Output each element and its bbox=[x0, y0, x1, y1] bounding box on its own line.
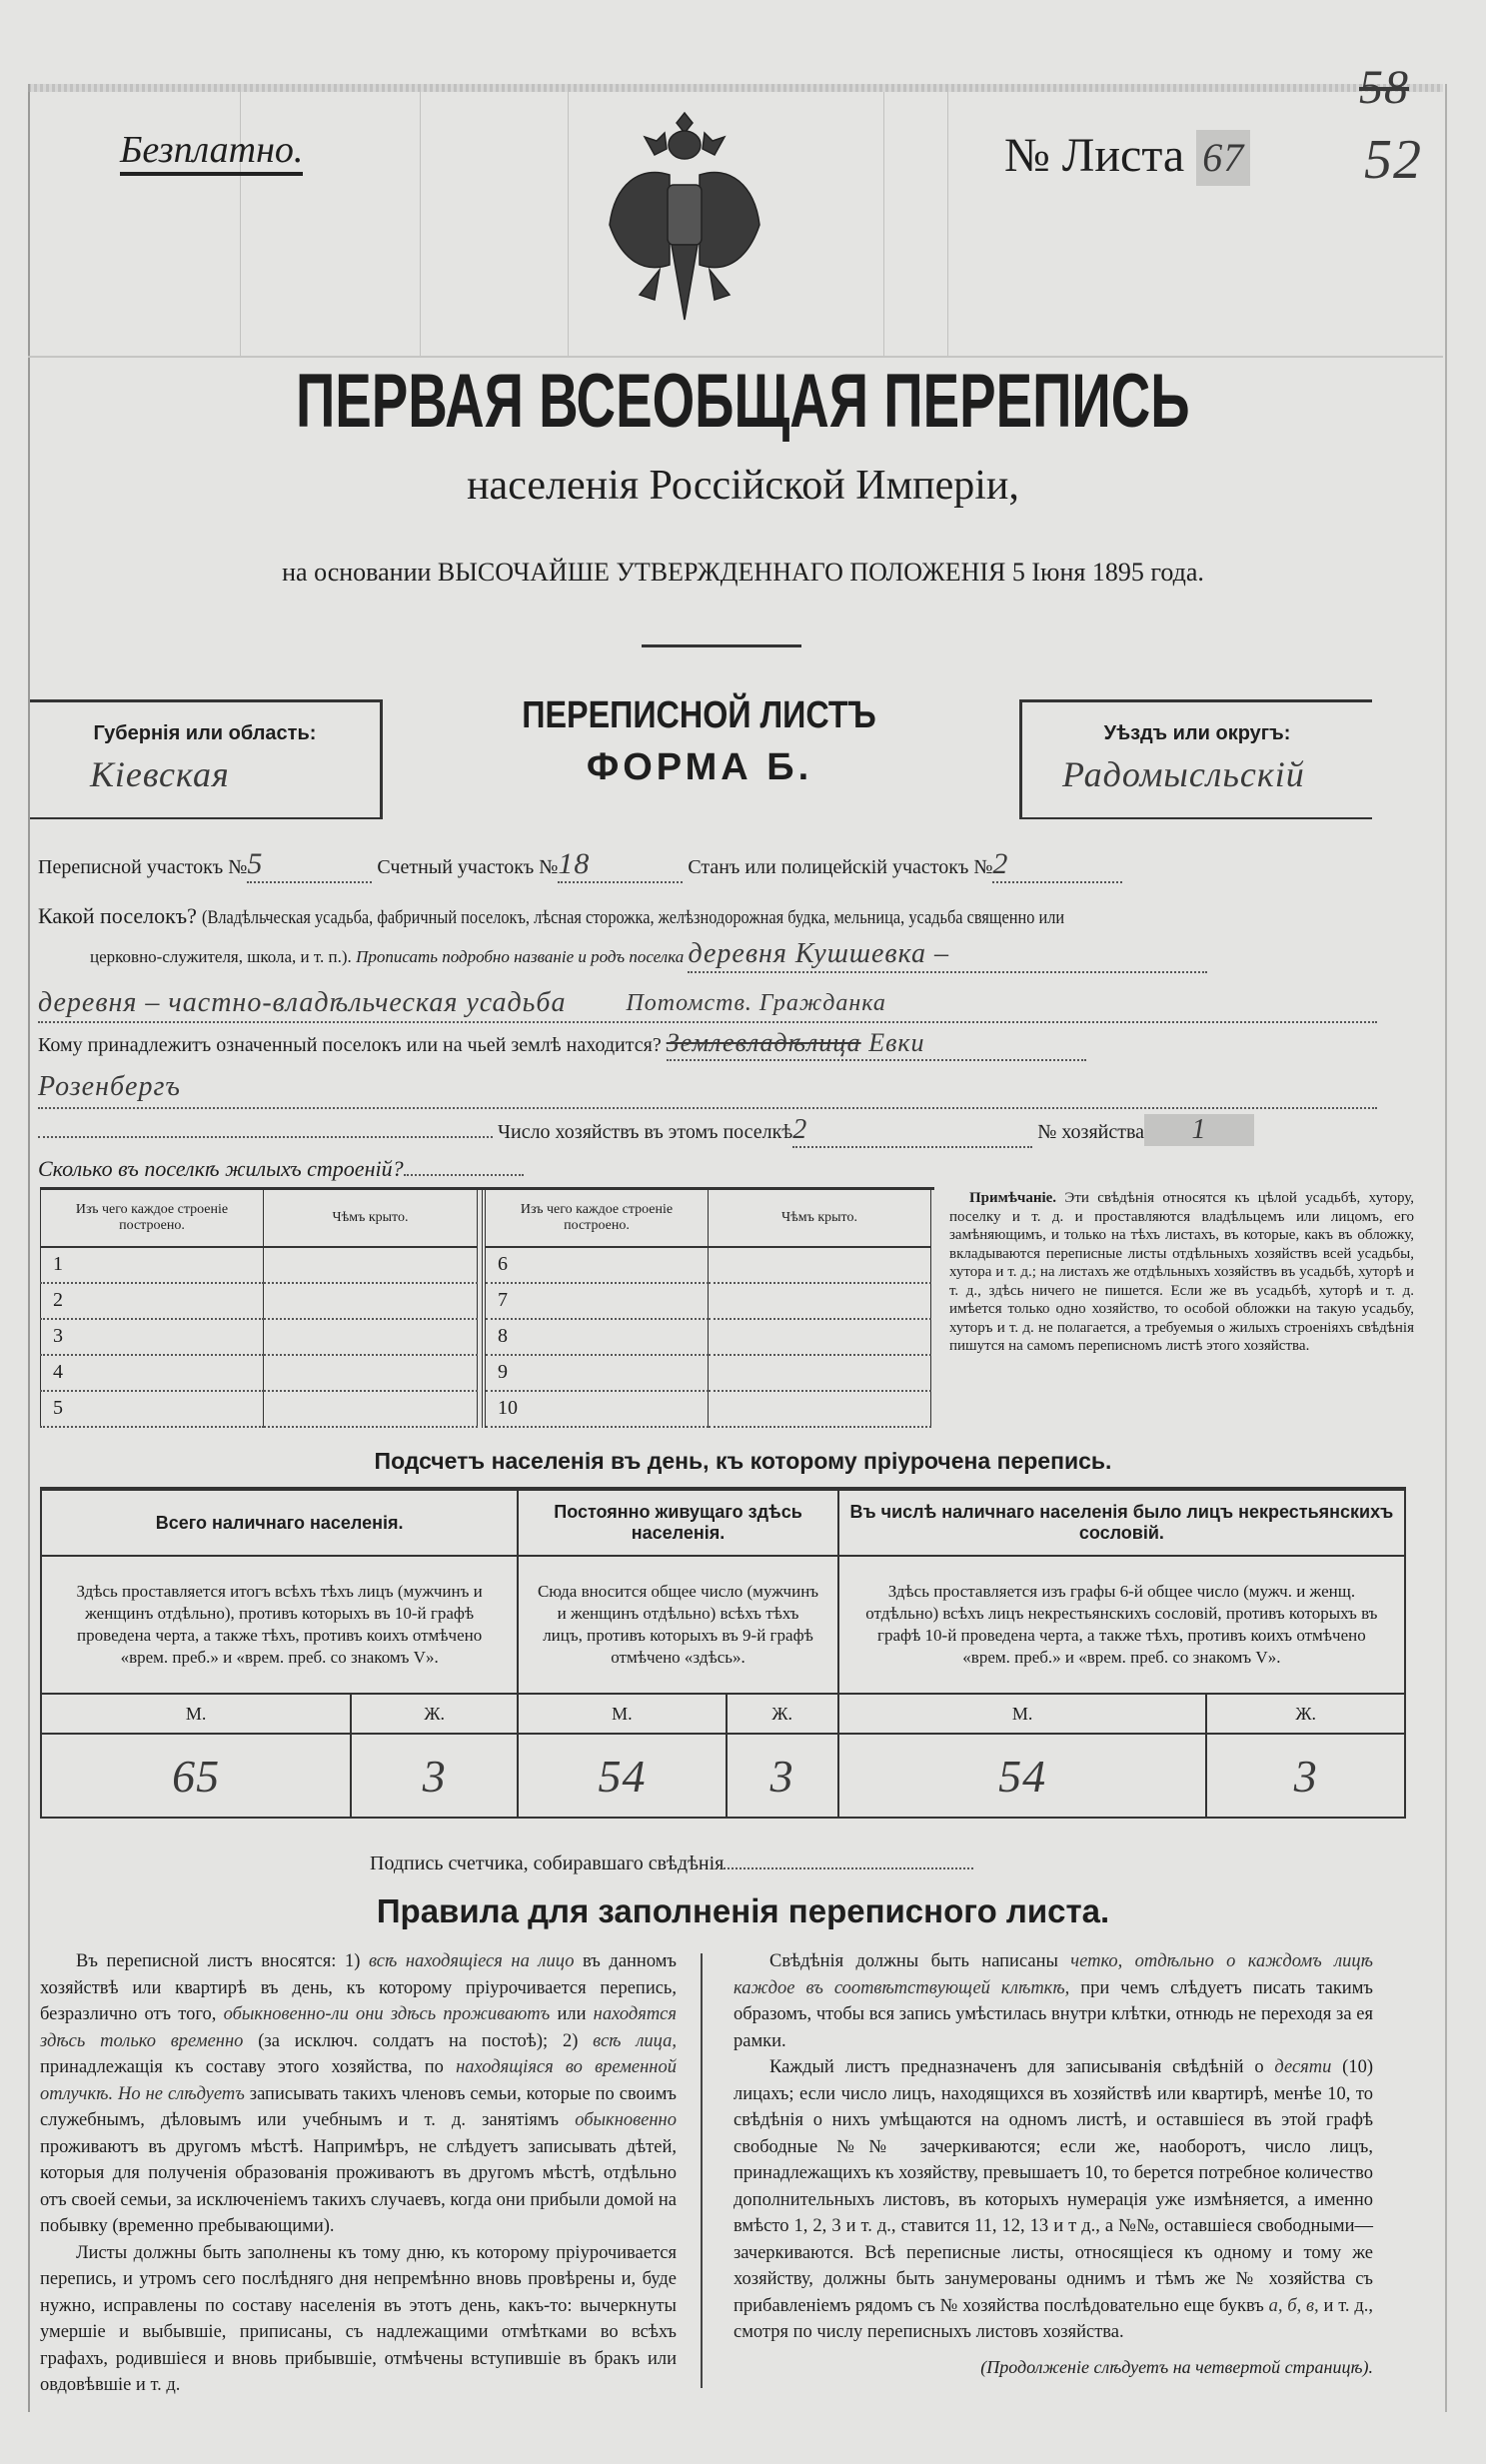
households-row bbox=[38, 1114, 1377, 1149]
table-row[interactable] bbox=[41, 1355, 478, 1391]
row-number: 5 bbox=[41, 1391, 264, 1427]
owner-insert: Потомств. Гражданка bbox=[626, 990, 886, 1016]
table-row[interactable] bbox=[41, 1247, 478, 1283]
rules-emphasis: четко, отдѣльно о каждомъ лицѣ каждое въ соотвѣтствующей клѣткѣ, bbox=[734, 1951, 1373, 1998]
uezd-box bbox=[1019, 699, 1372, 819]
col-nonpeasant-desc: Здѣсь проставляется изъ графы 6-й общее число (мужч. и женщ. отдѣльно) всѣхъ лицъ некрестьянскихъ сословій, противъ которыхъ въ графѣ 10-й проведена черта, а также тѣхъ, противъ коихъ отмѣчено «врем. преб.» и «врем. преб. со знакомъ V». bbox=[838, 1556, 1405, 1694]
form-name: ФОРМА Б. bbox=[586, 746, 813, 788]
population-values-row bbox=[41, 1734, 1405, 1818]
rules-emphasis: десяти bbox=[1274, 2057, 1332, 2077]
table-row[interactable] bbox=[484, 1283, 931, 1319]
rules-paragraph bbox=[40, 1948, 677, 2240]
note-label: Примѣчаніе. bbox=[969, 1190, 1057, 1206]
owner-value-2[interactable]: Розенбергъ bbox=[38, 1069, 1377, 1109]
col-total-title: Всего наличнаго населенія. bbox=[41, 1489, 518, 1556]
table-row[interactable] bbox=[41, 1319, 478, 1355]
table-row[interactable] bbox=[41, 1283, 478, 1319]
buildings-table bbox=[40, 1187, 934, 1428]
male-label: М. bbox=[838, 1694, 1207, 1734]
rules-emphasis: находятся здѣсь только временно bbox=[40, 2004, 677, 2051]
sheet-title: ПЕРЕПИСНОЙ ЛИСТЪ bbox=[522, 694, 877, 736]
row-number: 4 bbox=[41, 1355, 264, 1391]
col-material: Изъ чего каждое строеніе построено. bbox=[484, 1190, 709, 1247]
households-label: Число хозяйствъ въ этомъ поселкѣ bbox=[498, 1121, 793, 1143]
row-number: 8 bbox=[484, 1319, 709, 1355]
bleed-through-divider bbox=[420, 92, 421, 357]
gubernia-label: Губернія или область: bbox=[93, 722, 317, 744]
rules-paragraph bbox=[734, 2054, 1373, 2346]
owner-row bbox=[38, 1027, 1377, 1063]
col-roof: Чѣмъ крыто. bbox=[264, 1190, 478, 1247]
rules-text: проживаютъ въ другомъ мѣстѣ. Напримѣръ, не слѣдуетъ записывать дѣтей, которыя для полученія образованія проживаютъ въ другомъ мѣстѣ, отдѣльно отъ своей семьи, за исключеніемъ такихъ случаевъ, когда они прибыли домой на побывку (временно пребывающими). bbox=[40, 2136, 677, 2236]
census-basis: на основании ВЫСОЧАЙШЕ УТВЕРЖДЕННАГО ПОЛОЖЕНІЯ 5 Іюня 1895 года. bbox=[282, 558, 1204, 587]
nonpeasant-female-value[interactable]: 3 bbox=[1206, 1734, 1405, 1818]
signature-row bbox=[370, 1850, 973, 1876]
owner-label: Кому принадлежитъ означенный поселокъ или на чьей землѣ находится? bbox=[38, 1034, 662, 1056]
gubernia-value[interactable]: Кіевская bbox=[90, 754, 230, 794]
rules-text: и т. д., смотря по числу переписныхъ листовъ хозяйства. bbox=[734, 2295, 1373, 2342]
rules-text: Въ переписной листъ вносятся: 1) bbox=[76, 1951, 369, 1971]
rules-emphasis: а, б, в, bbox=[1268, 2295, 1319, 2316]
row-number: 1 bbox=[41, 1247, 264, 1283]
settlement-row-2 bbox=[90, 937, 1377, 975]
permanent-male-value[interactable]: 54 bbox=[518, 1734, 726, 1818]
settlement-hint: (Владѣльческая усадьба, фабричный поселокъ, лѣсная сторожка, желѣзнодорожная будка, мельница, усадьба священно или bbox=[201, 907, 1064, 928]
police-district-label: Станъ или полицейскій участокъ № bbox=[688, 856, 993, 878]
settlement-value-1[interactable]: деревня Кушшевка – bbox=[688, 937, 1207, 973]
census-title: ПЕРВАЯ ВСЕОБЩАЯ ПЕРЕПИСЬ bbox=[296, 359, 1190, 444]
nonpeasant-male-value[interactable]: 54 bbox=[838, 1734, 1207, 1818]
buildings-row bbox=[38, 1155, 524, 1183]
district-row bbox=[38, 847, 1122, 883]
female-label: Ж. bbox=[727, 1694, 838, 1734]
note-text: Эти свѣдѣнія относятся къ цѣлой усадьбѣ, хутору, поселку и т. д. и проставляются владѣльцемъ или лицомъ, его замѣняющимъ, и только на тѣхъ листахъ, въ которые, какъ въ обложку, вкладываются переписные листы отдѣльныхъ хозяйствъ всей усадьбы, хутора и т. д.; на листахъ же отдѣльныхъ хозяйствъ въ усадьбѣ, хуторѣ и т. д., здѣсь ничего не пишется. Если же въ усадьбѣ, хуторѣ и т. д. имѣется только одно хозяйство, то особой обложки на такую усадьбу, хуторъ и т. д. не полагается, а требуемыя о жилыхъ строеніяхъ свѣдѣнія пишутся на самомъ переписномъ листѣ этого хозяйства. bbox=[949, 1190, 1414, 1354]
male-label: М. bbox=[41, 1694, 351, 1734]
row-number: 3 bbox=[41, 1319, 264, 1355]
census-district-value[interactable]: 5 bbox=[247, 847, 372, 883]
rules-emphasis: находящіяся во временной отлучкѣ. Но не слѣдуетъ bbox=[40, 2057, 677, 2104]
free-label: Безплатно. bbox=[120, 128, 303, 176]
row-number: 6 bbox=[484, 1247, 709, 1283]
permanent-female-value[interactable]: 3 bbox=[727, 1734, 838, 1818]
col-nonpeasant-title: Въ числѣ наличнаго населенія было лицъ некрестьянскихъ сословій. bbox=[838, 1489, 1405, 1556]
rules-emphasis: всѣ лица, bbox=[593, 2030, 677, 2051]
form-heading bbox=[390, 689, 1009, 793]
signature-label: Подпись счетчика, собиравшаго свѣдѣнія bbox=[370, 1852, 725, 1874]
col-material: Изъ чего каждое строеніе построено. bbox=[41, 1190, 264, 1247]
rules-left-column bbox=[40, 1948, 677, 2399]
rules-text: принадлежащія къ составу этого хозяйства, по bbox=[40, 2057, 457, 2077]
bleed-through-divider bbox=[947, 92, 948, 357]
table-row[interactable] bbox=[484, 1319, 931, 1355]
rules-text: въ данномъ хозяйствѣ или квартирѣ въ день, къ которому пріурочивается перепись, безразлично отъ того, bbox=[40, 1951, 677, 2024]
rules-text: (за исключ. солдатъ на постоѣ); 2) bbox=[243, 2030, 594, 2051]
rules-text: Каждый листъ предназначенъ для записыванія свѣдѣній о bbox=[769, 2057, 1275, 2077]
table-row[interactable] bbox=[484, 1355, 931, 1391]
continued-note: (Продолженіе слѣдуетъ на четвертой страницѣ). bbox=[980, 2356, 1373, 2377]
settlement-label: Какой поселокъ? bbox=[38, 903, 197, 928]
bleed-through-rule bbox=[28, 356, 1443, 358]
row-number: 2 bbox=[41, 1283, 264, 1319]
note bbox=[949, 1189, 1414, 1356]
female-label: Ж. bbox=[1206, 1694, 1405, 1734]
male-label: М. bbox=[518, 1694, 726, 1734]
settlement-instruction: Прописать подробно названіе и родъ поселка bbox=[356, 947, 685, 966]
divider bbox=[642, 644, 801, 647]
archive-number-crossed: 58 bbox=[1359, 61, 1409, 114]
rules-text: при чемъ слѣдуетъ писать такимъ образомъ, чтобы вся запись умѣстилась внутри клѣтки, отнюдь не переходя за ея рамки. bbox=[734, 1977, 1373, 2051]
row-number: 9 bbox=[484, 1355, 709, 1391]
police-district-value[interactable]: 2 bbox=[992, 847, 1122, 883]
table-row[interactable] bbox=[484, 1391, 931, 1427]
bleed-through-divider bbox=[883, 92, 884, 357]
households-value[interactable]: 2 bbox=[792, 1114, 1032, 1148]
top-border bbox=[28, 84, 1443, 92]
population-heading: Подсчетъ населенія въ день, къ которому пріурочена перепись. bbox=[374, 1448, 1112, 1474]
rules-text: (10) лицахъ; если число лицъ, находящихся въ хозяйствѣ или квартирѣ, менѣе 10, то свѣдѣнія о нихъ умѣщаются на одномъ листѣ, и оставшіеся въ этой графѣ свободные №№ зачеркиваются; если же, наоборотъ, число лицъ, принадлежащихъ къ хозяйству, превышаетъ 10, то берется потребное количество дополнительныхъ листовъ, въ которыхъ нумерація уже измѣняется, а именно вмѣсто 1, 2, 3 и т. д., ставится 11, 12, 13 и т д., а №№, оставшіеся свободными—зачеркиваются. Всѣ переписные листы, относящіеся къ одному и тому же хозяйству, должны быть занумерованы однимъ и тѣмъ же № хозяйства съ прибавленіемъ рядомъ съ № хозяйства послѣдовательно еще буквъ bbox=[734, 2057, 1373, 2316]
archive-number: 52 bbox=[1364, 129, 1422, 191]
total-female-value[interactable]: 3 bbox=[351, 1734, 518, 1818]
gubernia-box bbox=[30, 699, 383, 819]
rules-text: Листы должны быть заполнены къ тому дню, къ которому пріурочивается перепись, и утромъ сего послѣдняго дня непремѣнно вновь провѣрены и, буде нужно, исправлены по составу населенія въ этотъ день, какъ-то: вычеркнуты умершіе и выбывшіе, приписаны, съ надлежащими отмѣтками во всѣхъ графахъ, родившіеся и вновь прибывшіе, отмѣчены вступившіе въ бракъ или овдовѣвшіе и т. д. bbox=[40, 2242, 677, 2395]
col-permanent-title: Постоянно живущаго здѣсь населенія. bbox=[518, 1489, 837, 1556]
owner-value-1[interactable]: Евки bbox=[868, 1028, 925, 1057]
sheet-number bbox=[1004, 128, 1250, 186]
uezd-label: Уѣздъ или округъ: bbox=[1103, 722, 1291, 744]
counting-district-label: Счетный участокъ № bbox=[377, 856, 559, 878]
rules-text: или bbox=[550, 2004, 594, 2024]
col-total-desc: Здѣсь проставляется итогъ всѣхъ тѣхъ лицъ (мужчинъ и женщинъ отдѣльно), противъ которыхъ въ 10-й графѣ проведена черта, а также тѣхъ, противъ коихъ отмѣчено «врем. преб.» и «врем. преб. со знакомъ V». bbox=[41, 1556, 518, 1694]
rules-paragraph bbox=[734, 1948, 1373, 2054]
settlement-row-3 bbox=[38, 981, 1377, 1023]
rules-right-column bbox=[734, 1948, 1373, 2346]
rules-text: записывать такихъ членовъ семьи, которые по своимъ служебнымъ, дѣловымъ или учебнымъ и т. д. занятіямъ bbox=[40, 2083, 677, 2130]
bleed-through-divider bbox=[568, 92, 569, 357]
col-permanent-desc: Сюда вносится общее число (мужчинъ и женщинъ отдѣльно) всѣхъ тѣхъ лицъ, противъ которыхъ въ 9-й графѣ отмѣчено «здѣсь». bbox=[518, 1556, 837, 1694]
household-no-label: № хозяйства bbox=[1037, 1121, 1145, 1143]
sheet-number-value[interactable]: 67 bbox=[1196, 130, 1250, 186]
rules-paragraph bbox=[40, 2240, 677, 2399]
imperial-eagle-icon bbox=[600, 105, 769, 345]
uezd-value[interactable]: Радомысльскій bbox=[1062, 754, 1305, 794]
table-row[interactable] bbox=[484, 1247, 931, 1283]
household-no-value[interactable]: 1 bbox=[1144, 1114, 1254, 1146]
counting-district-value[interactable]: 18 bbox=[558, 847, 683, 883]
settlement-value-2[interactable]: деревня – частно-владѣльческая усадьба bbox=[38, 987, 567, 1018]
table-row[interactable] bbox=[41, 1391, 478, 1427]
total-male-value[interactable]: 65 bbox=[41, 1734, 351, 1818]
row-number: 10 bbox=[484, 1391, 709, 1427]
row-number: 7 bbox=[484, 1283, 709, 1319]
census-district-label: Переписной участокъ № bbox=[38, 856, 248, 878]
census-subtitle: населенія Россійской Имперіи, bbox=[467, 463, 1019, 509]
rules-heading: Правила для заполненія переписного листа. bbox=[376, 1892, 1110, 1929]
rules-text: Свѣдѣнія должны быть написаны bbox=[769, 1951, 1071, 1971]
col-roof: Чѣмъ крыто. bbox=[709, 1190, 931, 1247]
rules-emphasis: обыкновенно-ли они здѣсь проживаютъ bbox=[223, 2004, 551, 2024]
rules-emphasis: всѣ находящіеся на лицо bbox=[368, 1951, 575, 1971]
column-divider bbox=[701, 1953, 703, 2388]
population-table bbox=[40, 1487, 1406, 1819]
rules-emphasis: обыкновенно bbox=[575, 2110, 677, 2130]
sheet-number-label: № Листа bbox=[1004, 129, 1185, 182]
owner-crossed: Землевладѣлица bbox=[666, 1028, 861, 1057]
settlement-hint-2: церковно-служителя, школа, и т. п.). bbox=[90, 947, 352, 966]
rules-right-wrapper bbox=[734, 1948, 1373, 2380]
settlement-row bbox=[38, 902, 1437, 932]
buildings-label: Сколько въ поселкѣ жилыхъ строеній? bbox=[38, 1156, 404, 1181]
female-label: Ж. bbox=[351, 1694, 518, 1734]
